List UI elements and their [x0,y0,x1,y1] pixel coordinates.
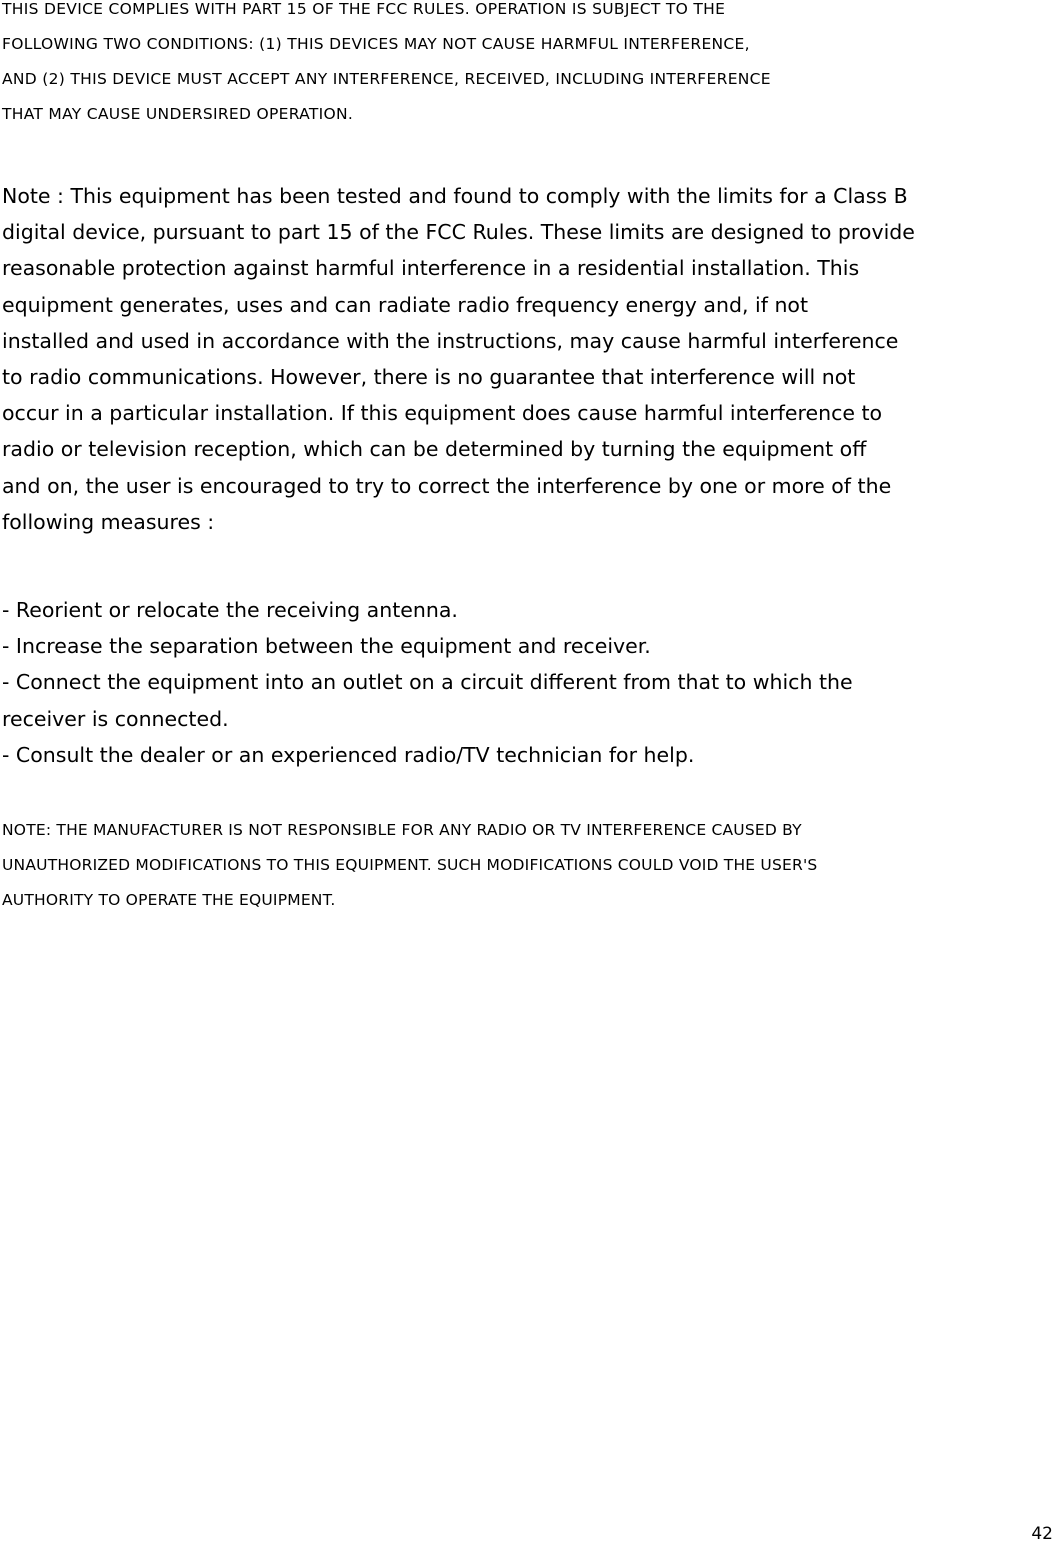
note-line: reasonable protection against harmful interference in a residential installation. This [2,256,860,281]
disclaimer-line: UNAUTHORIZED MODIFICATIONS TO THIS EQUIPMENT. SUCH MODIFICATIONS COULD VOID THE USER'S [2,856,818,874]
manufacturer-disclaimer [2,813,1058,918]
list-item: - Connect the equipment into an outlet on a circuit different from that to which the [2,670,853,695]
disclaimer-line: AUTHORITY TO OPERATE THE EQUIPMENT. [2,891,336,909]
note-line: occur in a particular installation. If this equipment does cause harmful interference to [2,401,883,426]
note-line: equipment generates, uses and can radiate radio frequency energy and, if not [2,292,809,317]
note-line: following measures : [2,509,215,534]
list-item: - Increase the separation between the equipment and receiver. [2,634,651,659]
note-line: and on, the user is encouraged to try to correct the interference by one or more of the [2,473,892,498]
list-item: - Consult the dealer or an experienced radio/TV technician for help. [2,742,695,767]
note-line: Note : This equipment has been tested and found to comply with the limits for a Class B [2,184,908,208]
fcc-compliance-statement [2,0,1058,132]
page-number: 42 [1031,1524,1053,1544]
list-item-continuation: receiver is connected. [2,706,229,731]
note-line: installed and used in accordance with the instructions, may cause harmful interference [2,328,899,353]
list-item: - Reorient or relocate the receiving antenna. [2,598,458,622]
note-line: to radio communications. However, there is no guarantee that interference will not [2,365,856,390]
disclaimer-line: NOTE: THE MANUFACTURER IS NOT RESPONSIBLE FOR ANY RADIO OR TV INTERFERENCE CAUSED BY [2,821,802,839]
compliance-line: FOLLOWING TWO CONDITIONS: (1) THIS DEVICES MAY NOT CAUSE HARMFUL INTERFERENCE, [2,35,750,53]
compliance-line: AND (2) THIS DEVICE MUST ACCEPT ANY INTERFERENCE, RECEIVED, INCLUDING INTERFERENCE [2,70,771,88]
compliance-line: THIS DEVICE COMPLIES WITH PART 15 OF THE FCC RULES. OPERATION IS SUBJECT TO THE [2,0,726,18]
note-line: radio or television reception, which can be determined by turning the equipment off [2,437,867,462]
note-line: digital device, pursuant to part 15 of the FCC Rules. These limits are designed to provide [2,220,915,245]
corrective-measures-list [2,592,1042,773]
compliance-line: THAT MAY CAUSE UNDERSIRED OPERATION. [2,105,354,123]
class-b-note-paragraph [2,178,1060,540]
